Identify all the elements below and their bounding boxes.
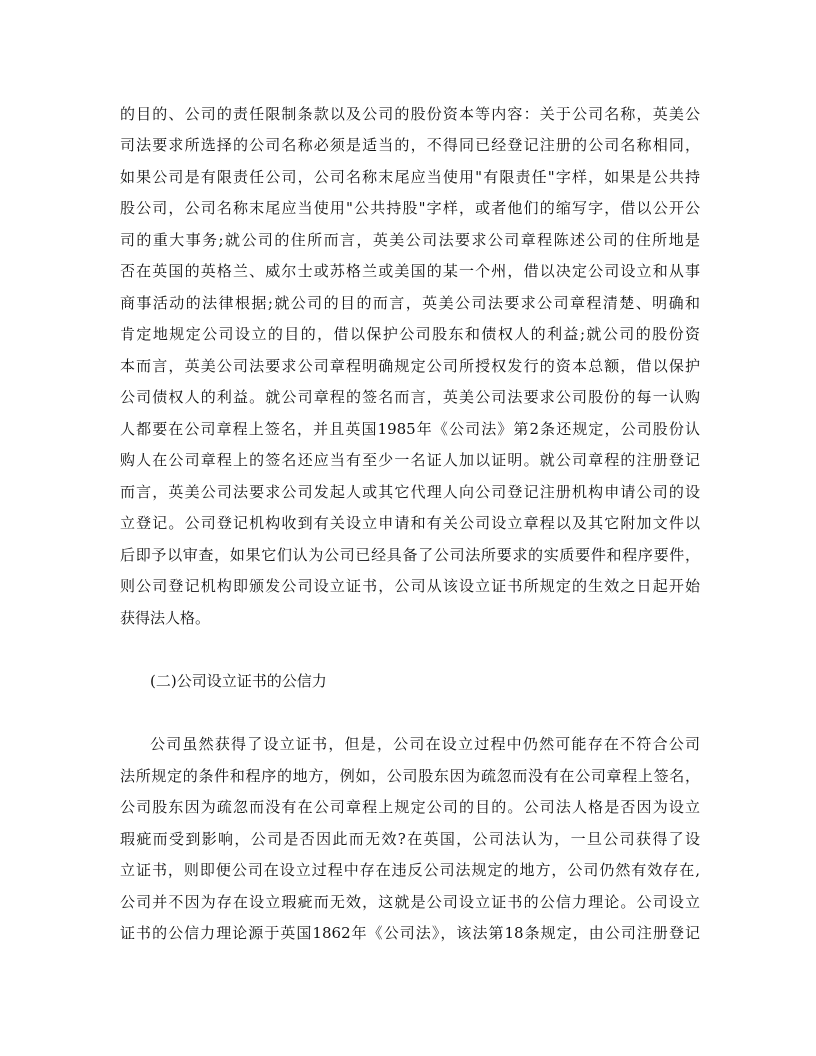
paragraph-line: 购人在公司章程上的签名还应当有至少一名证人加以证明。就公司章程的注册登记 xyxy=(120,451,700,469)
paragraph-line: 瑕疵而受到影响，公司是否因此而无效?在英国，公司法认为，一旦公司获得了设 xyxy=(120,830,700,848)
paragraph-line: 证书的公信力理论源于英国1862年《公司法》，该法第18条规定，由公司注册登记 xyxy=(120,924,700,942)
paragraph-line: 肯定地规定公司设立的目的，借以保护公司股东和债权人的利益;就公司的股份资 xyxy=(120,325,700,343)
paragraph-line: 股公司，公司名称末尾应当使用"公共持股"字样，或者他们的缩写字，借以公开公 xyxy=(120,199,700,217)
paragraph-line: 否在英国的英格兰、威尔士或苏格兰或美国的某一个州，借以决定公司设立和从事 xyxy=(120,262,700,280)
paragraph-line: 则公司登记机构即颁发公司设立证书，公司从该设立证书所规定的生效之日起开始 xyxy=(120,577,700,595)
paragraph-line: 公司股东因为疏忽而没有在公司章程上规定公司的目的。公司法人格是否因为设立 xyxy=(120,798,700,816)
paragraph-line: 后即予以审查，如果它们认为公司已经具备了公司法所要求的实质要件和程序要件， xyxy=(120,546,700,564)
paragraph-line: 公司虽然获得了设立证书，但是，公司在设立过程中仍然可能存在不符合公司 xyxy=(150,735,700,753)
paragraph-line: 法所规定的条件和程序的地方，例如，公司股东因为疏忽而没有在公司章程上签名， xyxy=(120,767,700,785)
paragraph-line: 立证书，则即便公司在设立过程中存在违反公司法规定的地方，公司仍然有效存在, xyxy=(120,861,700,879)
paragraph-line: 而言，英美公司法要求公司发起人或其它代理人向公司登记注册机构申请公司的设 xyxy=(120,483,700,501)
paragraph-line: 如果公司是有限责任公司，公司名称末尾应当使用"有限责任"字样，如果是公共持 xyxy=(120,168,700,186)
paragraph-line: 司的重大事务;就公司的住所而言，英美公司法要求公司章程陈述公司的住所地是 xyxy=(120,231,700,249)
paragraph-line: 公司债权人的利益。就公司章程的签名而言，英美公司法要求公司股份的每一认购 xyxy=(120,388,700,406)
paragraph-line: 人都要在公司章程上签名，并且英国1985年《公司法》第2条还规定，公司股份认 xyxy=(120,420,700,438)
paragraph-line: 立登记。公司登记机构收到有关设立申请和有关公司设立章程以及其它附加文件以 xyxy=(120,514,700,532)
paragraph-line: 的目的、公司的责任限制条款以及公司的股份资本等内容：关于公司名称，英美公 xyxy=(120,105,700,123)
paragraph-line: 司法要求所选择的公司名称必须是适当的，不得同已经登记注册的公司名称相同， xyxy=(120,136,700,154)
section-heading: (二)公司设立证书的公信力 xyxy=(150,672,327,690)
paragraph-line: 商事活动的法律根据;就公司的目的而言，英美公司法要求公司章程清楚、明确和 xyxy=(120,294,700,312)
paragraph-line: 公司并不因为存在设立瑕疵而无效，这就是公司设立证书的公信力理论。公司设立 xyxy=(120,893,700,911)
paragraph-line: 获得法人格。 xyxy=(120,609,211,627)
paragraph-line: 本而言，英美公司法要求公司章程明确规定公司所授权发行的资本总额，借以保护 xyxy=(120,357,700,375)
